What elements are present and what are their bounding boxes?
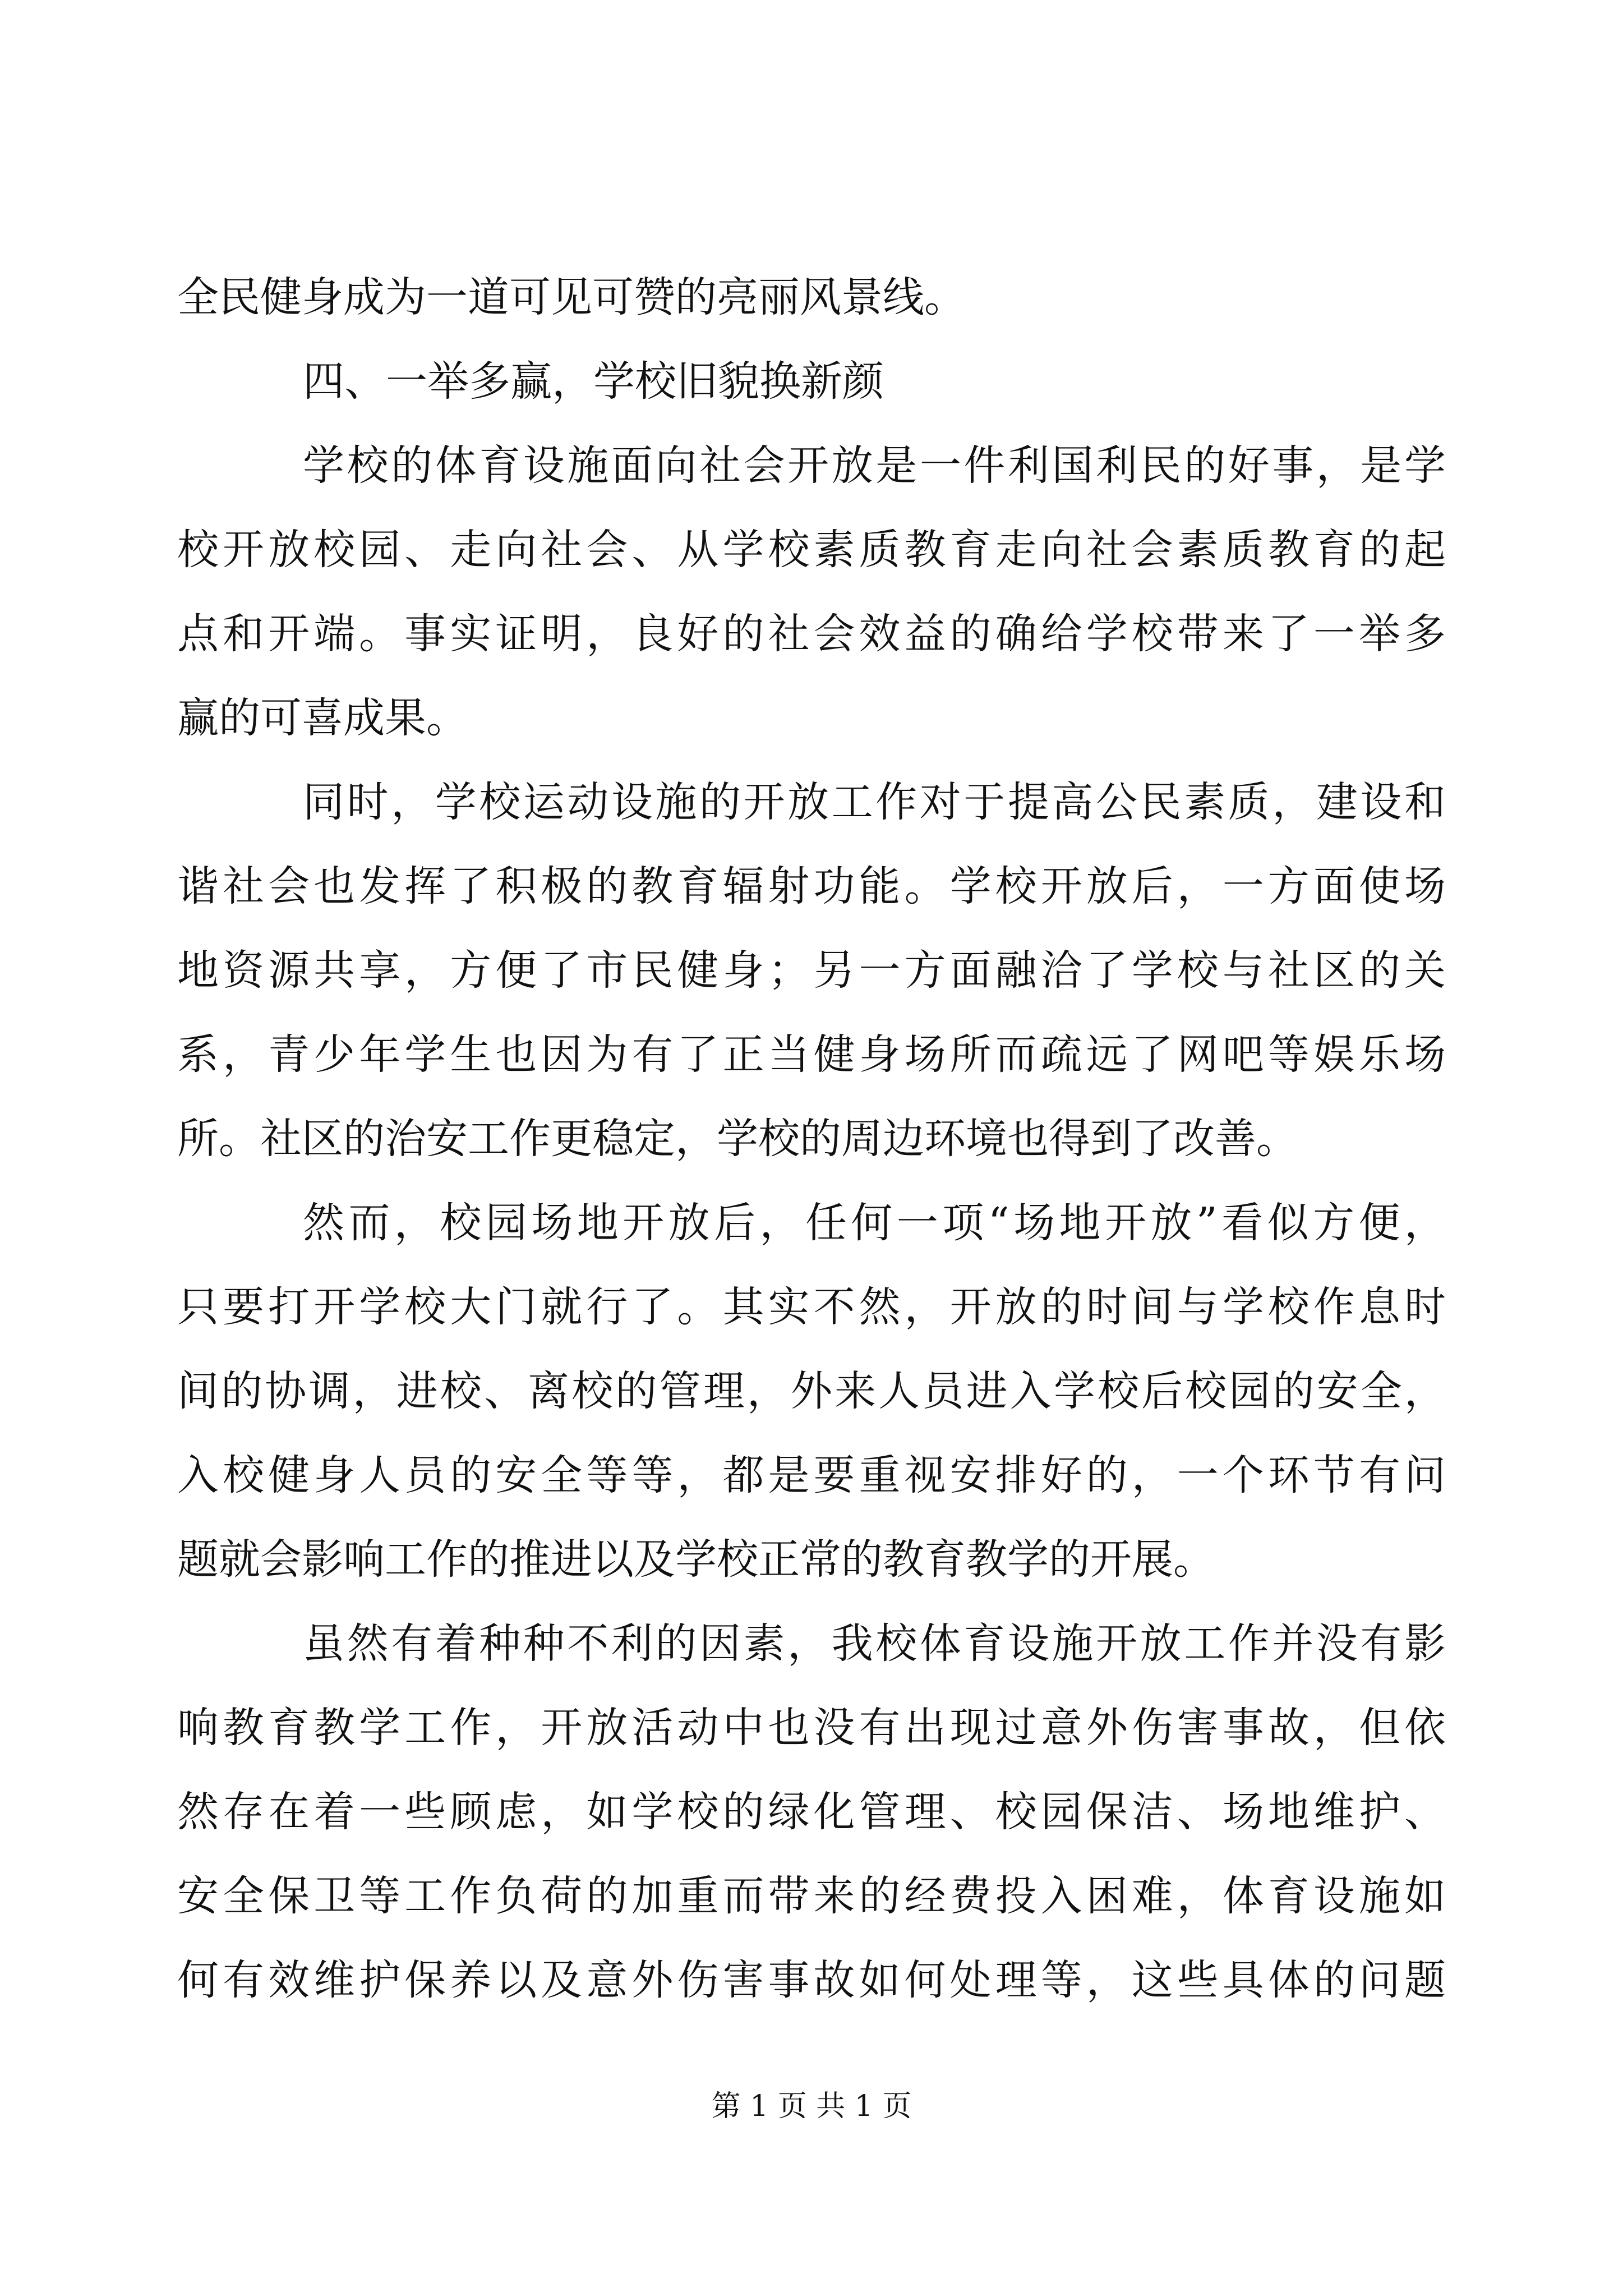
text-line: 入校健身人员的安全等等，都是要重视安排好的，一个环节有问 xyxy=(177,1451,1446,1499)
text-line: 然而，校园场地开放后，任何一项“场地开放”看似方便， xyxy=(303,1199,1446,1247)
text-line: 间的协调，进校、离校的管理，外来人员进入学校后校园的安全， xyxy=(177,1367,1446,1415)
text-line: 然存在着一些顾虑，如学校的绿化管理、校园保洁、场地维护、 xyxy=(177,1788,1446,1836)
page-number-label: 第 1 页 共 1 页 xyxy=(711,2090,912,2123)
text-line: 所。社区的治安工作更稳定，学校的周边环境也得到了改善。 xyxy=(177,1115,1298,1163)
text-line: 全民健身成为一道可见可赞的亮丽风景线。 xyxy=(177,273,966,321)
text-line: 何有效维护保养以及意外伤害事故如何处理等，这些具体的问题 xyxy=(177,1956,1446,2004)
text-line: 地资源共享，方便了市民健身；另一方面融洽了学校与社区的关 xyxy=(177,946,1446,995)
section-heading: 四、一举多赢，学校旧貌换新颜 xyxy=(303,357,884,406)
text-line: 虽然有着种种不利的因素，我校体育设施开放工作并没有影 xyxy=(303,1619,1446,1668)
text-line: 安全保卫等工作负荷的加重而带来的经费投入困难，体育设施如 xyxy=(177,1872,1446,1920)
text-line: 系，青少年学生也因为有了正当健身场所而疏远了网吧等娱乐场 xyxy=(177,1030,1446,1079)
text-line: 学校的体育设施面向社会开放是一件利国利民的好事，是学 xyxy=(303,441,1446,490)
text-line: 谐社会也发挥了积极的教育辐射功能。学校开放后，一方面使场 xyxy=(177,862,1446,910)
text-line: 同时，学校运动设施的开放工作对于提高公民素质，建设和 xyxy=(303,778,1446,826)
text-line: 校开放校园、走向社会、从学校素质教育走向社会素质教育的起 xyxy=(177,526,1446,574)
text-line: 响教育教学工作，开放活动中也没有出现过意外伤害事故，但依 xyxy=(177,1704,1446,1752)
text-line: 点和开端。事实证明，良好的社会效益的确给学校带来了一举多 xyxy=(177,610,1446,658)
text-line: 只要打开学校大门就行了。其实不然，开放的时间与学校作息时 xyxy=(177,1283,1446,1331)
page-footer xyxy=(0,2084,1623,2129)
text-line: 题就会影响工作的推进以及学校正常的教育教学的开展。 xyxy=(177,1535,1215,1584)
text-line: 赢的可喜成果。 xyxy=(177,694,468,742)
